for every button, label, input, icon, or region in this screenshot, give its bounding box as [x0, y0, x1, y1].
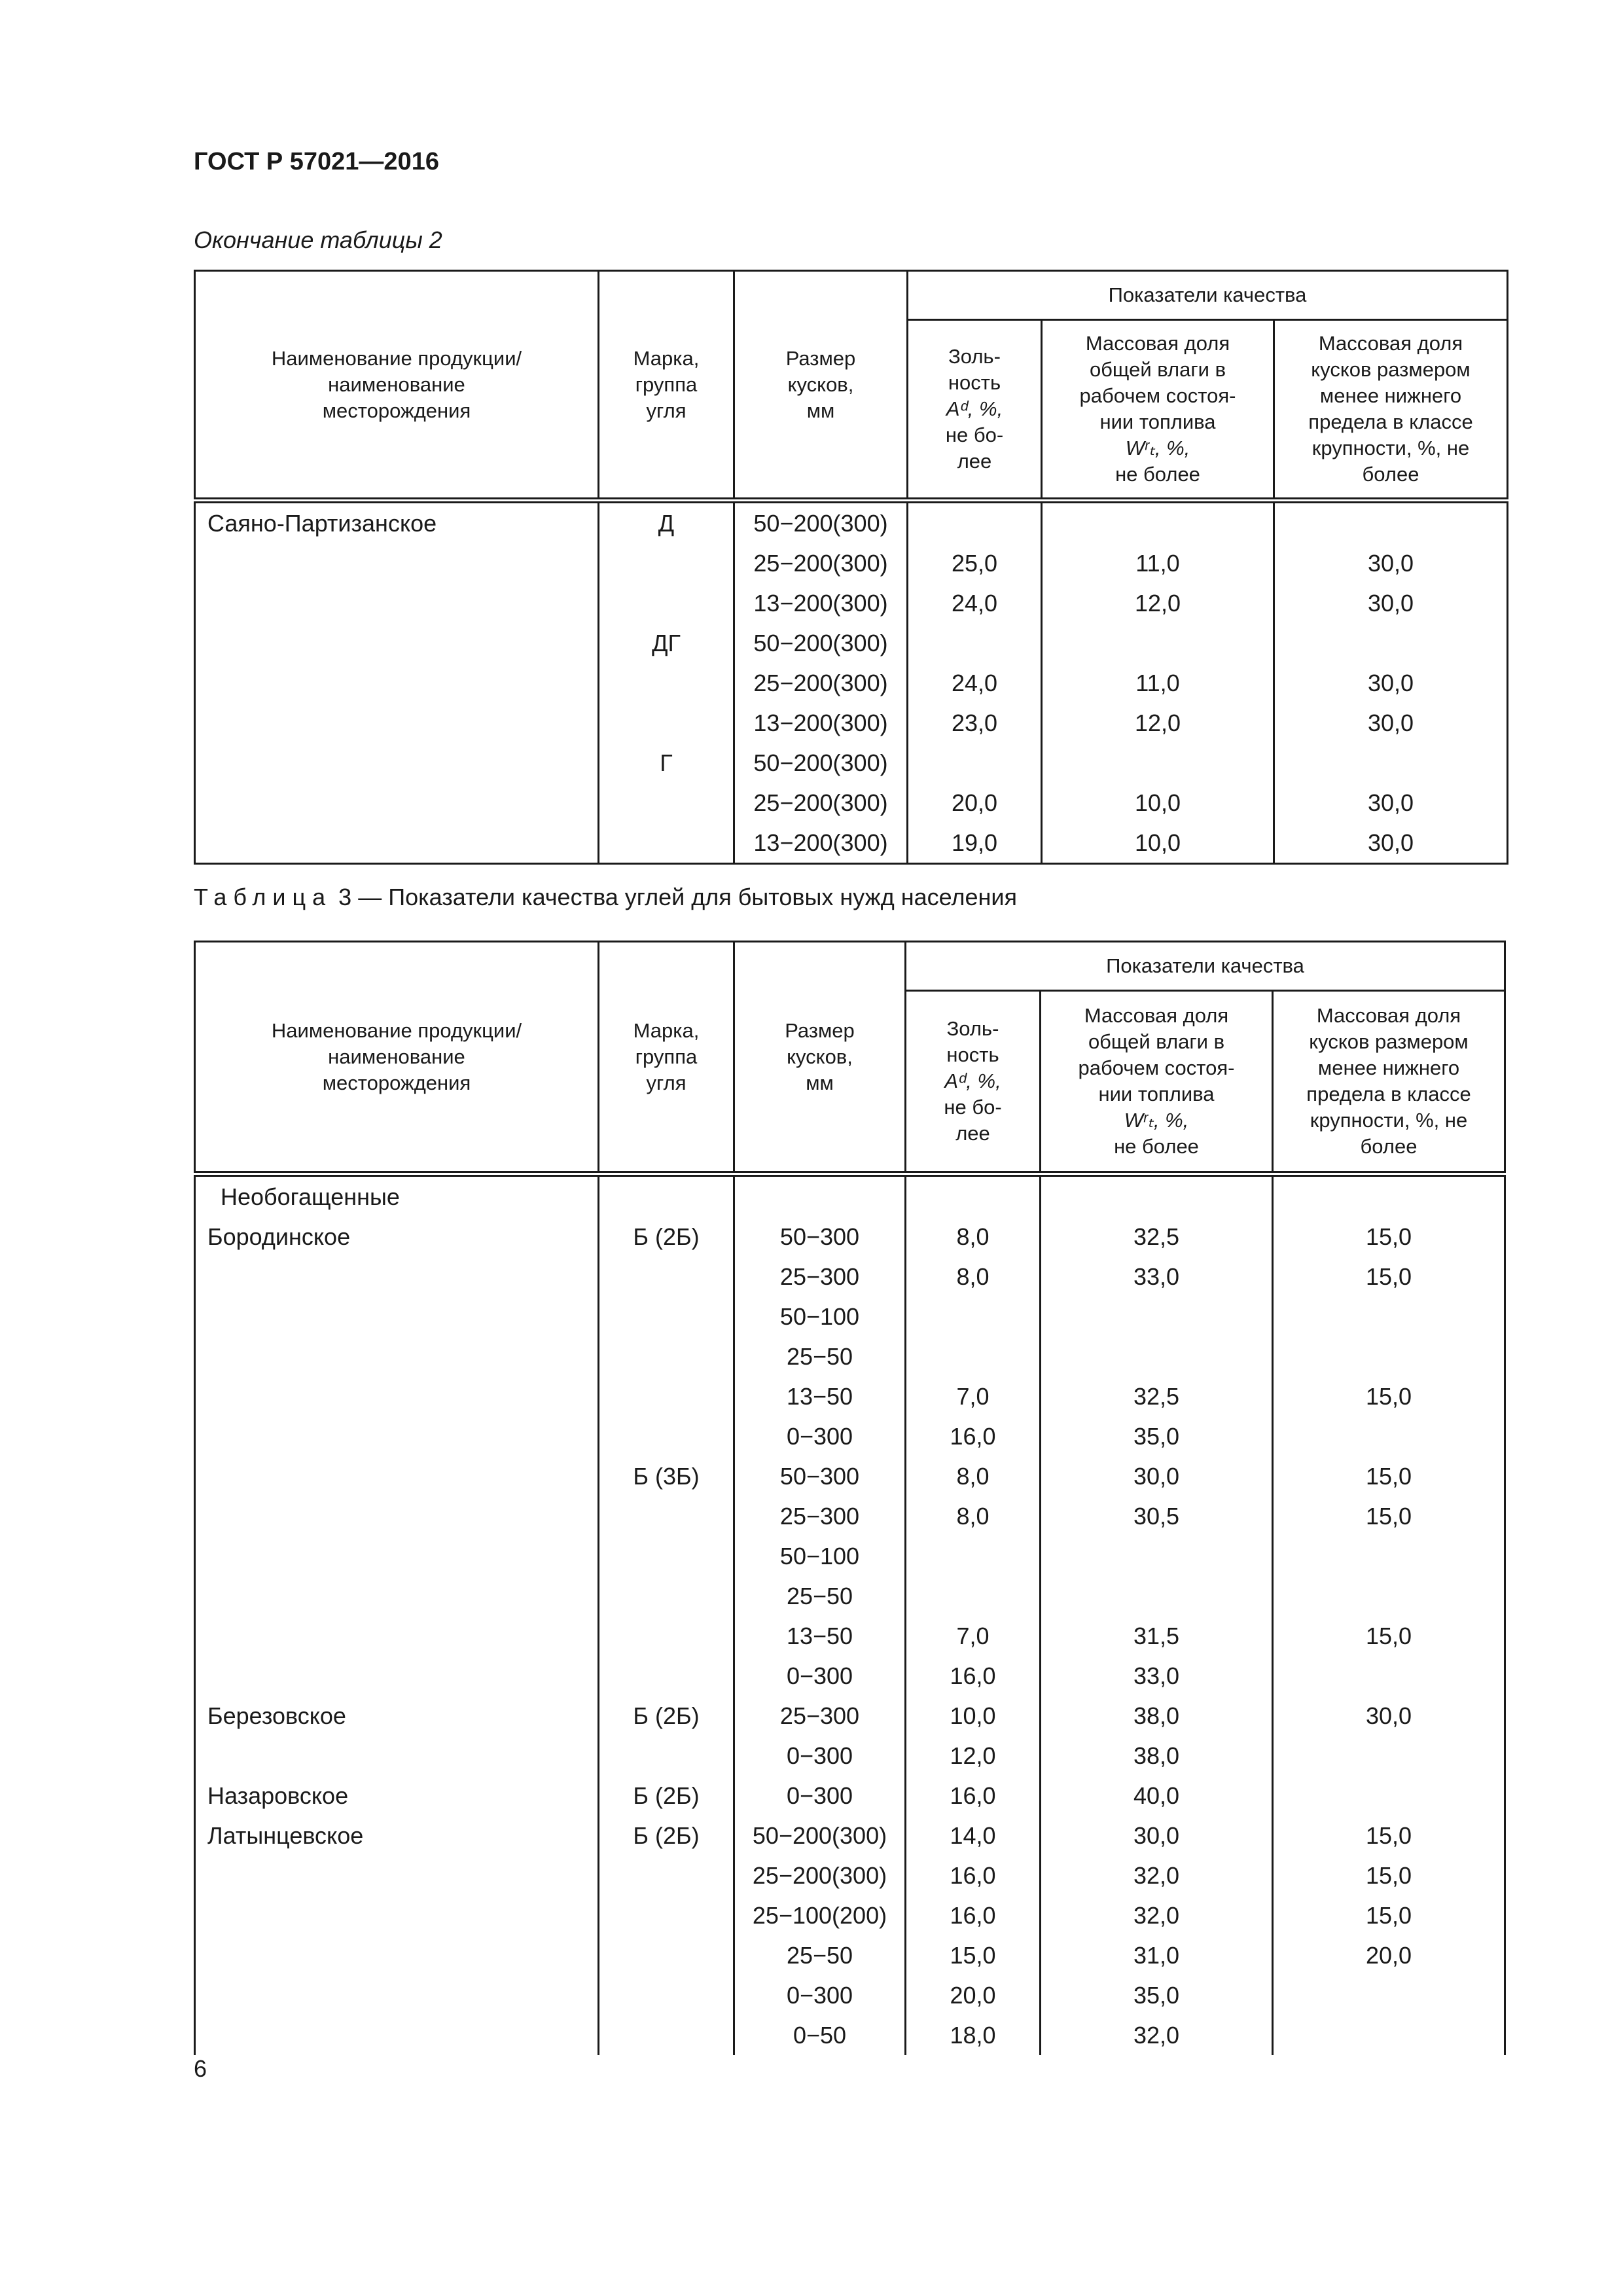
- cell-grade: [599, 1496, 734, 1536]
- cell-fines: [1273, 1336, 1505, 1376]
- cell-product-name: [195, 1376, 599, 1416]
- cell-product-name: [195, 663, 599, 703]
- cell-fines: 15,0: [1273, 1616, 1505, 1656]
- cell-product-name: [195, 1416, 599, 1456]
- cell-product-name: [195, 1856, 599, 1895]
- table-row: [195, 703, 1508, 743]
- cell-fines: 30,0: [1273, 1696, 1505, 1736]
- cell-ash: 15,0: [906, 1935, 1041, 1975]
- cell-moisture: 40,0: [1041, 1776, 1273, 1816]
- cell-grade: [599, 663, 734, 703]
- cell-fines: 20,0: [1273, 1935, 1505, 1975]
- table-row: [195, 783, 1508, 823]
- cell-product-name: [195, 583, 599, 623]
- cell-fines: 15,0: [1273, 1376, 1505, 1416]
- table-row: [195, 1616, 1505, 1656]
- table-row: [195, 1217, 1505, 1257]
- col-header-fines: Массовая доля кусков размером менее нижнего предела в классе крупности, %, не более: [1274, 320, 1508, 501]
- cell-ash: [906, 1576, 1041, 1616]
- cell-ash: 7,0: [906, 1376, 1041, 1416]
- cell-ash: 8,0: [906, 1257, 1041, 1297]
- page-number: 6: [194, 2055, 207, 2082]
- cell-moisture: 38,0: [1041, 1736, 1273, 1776]
- cell-moisture: 31,0: [1041, 1935, 1273, 1975]
- cell-product-name: [195, 1736, 599, 1776]
- cell-product-name: [195, 1935, 599, 1975]
- cell-moisture: [1042, 623, 1274, 663]
- cell-grade: [599, 1336, 734, 1376]
- cell-size: 50−200(300): [734, 501, 908, 544]
- cell-fines: 30,0: [1274, 703, 1508, 743]
- col-header-quality: Показатели качества: [908, 271, 1508, 320]
- cell-ash: 16,0: [906, 1856, 1041, 1895]
- cell-moisture: 35,0: [1041, 1416, 1273, 1456]
- cell-fines: 15,0: [1273, 1217, 1505, 1257]
- cell-fines: 30,0: [1274, 663, 1508, 703]
- cell-fines: [1273, 1656, 1505, 1696]
- cell-size: 25−200(300): [734, 1856, 906, 1895]
- cell-moisture: 35,0: [1041, 1975, 1273, 2015]
- cell-ash: 24,0: [908, 583, 1042, 623]
- cell-size: 25−50: [734, 1935, 906, 1975]
- cell-size: 50−300: [734, 1217, 906, 1257]
- cell-moisture: 30,5: [1041, 1496, 1273, 1536]
- cell-product-name: [195, 823, 599, 864]
- cell-product-name: [195, 783, 599, 823]
- cell-product-name: [195, 1656, 599, 1696]
- col-header-product: Наименование продукции/ наименование месторождения: [195, 942, 599, 1174]
- table-row: [195, 1975, 1505, 2015]
- table-row: [195, 1456, 1505, 1496]
- cell-fines: 15,0: [1273, 1456, 1505, 1496]
- cell-product-name: [195, 1336, 599, 1376]
- table-row: [195, 543, 1508, 583]
- table-3: [194, 941, 1506, 2055]
- cell-product-name: [195, 743, 599, 783]
- cell-size: [734, 1174, 906, 1217]
- col-header-size: Размер кусков, мм: [734, 271, 908, 501]
- cell-grade: [599, 823, 734, 864]
- cell-size: 25−300: [734, 1696, 906, 1736]
- cell-fines: [1274, 743, 1508, 783]
- col-header-moisture: Массовая доля общей влаги в рабочем состоя- нии топлива Wʳₜ, %, не более: [1041, 991, 1273, 1174]
- cell-moisture: 30,0: [1041, 1456, 1273, 1496]
- cell-moisture: 11,0: [1042, 663, 1274, 703]
- cell-fines: 30,0: [1274, 823, 1508, 864]
- cell-moisture: [1041, 1297, 1273, 1336]
- table-continuation-caption: Окончание таблицы 2: [194, 226, 442, 253]
- cell-grade: ДГ: [599, 623, 734, 663]
- cell-size: 50−300: [734, 1456, 906, 1496]
- cell-fines: [1273, 1297, 1505, 1336]
- table-row: [195, 583, 1508, 623]
- cell-ash: 14,0: [906, 1816, 1041, 1856]
- cell-product-name: [195, 1496, 599, 1536]
- cell-size: 50−200(300): [734, 743, 908, 783]
- table-2-body: [195, 501, 1508, 864]
- cell-ash: [906, 1174, 1041, 1217]
- cell-size: 0−300: [734, 1975, 906, 2015]
- cell-ash: 8,0: [906, 1496, 1041, 1536]
- cell-grade: Б (2Б): [599, 1816, 734, 1856]
- cell-moisture: 38,0: [1041, 1696, 1273, 1736]
- cell-fines: 15,0: [1273, 1257, 1505, 1297]
- cell-fines: 15,0: [1273, 1856, 1505, 1895]
- table-row: [195, 1856, 1505, 1895]
- cell-moisture: 30,0: [1041, 1816, 1273, 1856]
- cell-size: 13−50: [734, 1616, 906, 1656]
- cell-product-name: [195, 1297, 599, 1336]
- cell-product-name: [195, 1616, 599, 1656]
- cell-fines: 30,0: [1274, 783, 1508, 823]
- table-row: [195, 1696, 1505, 1736]
- cell-moisture: [1041, 1174, 1273, 1217]
- cell-ash: [906, 1297, 1041, 1336]
- cell-ash: 24,0: [908, 663, 1042, 703]
- table-row: [195, 1416, 1505, 1456]
- table-row: [195, 1776, 1505, 1816]
- table-row: [195, 1816, 1505, 1856]
- cell-ash: 23,0: [908, 703, 1042, 743]
- cell-moisture: [1041, 1576, 1273, 1616]
- cell-product-name: [195, 703, 599, 743]
- cell-ash: 16,0: [906, 1776, 1041, 1816]
- standard-designation: ГОСТ Р 57021—2016: [194, 148, 439, 175]
- cell-ash: 8,0: [906, 1456, 1041, 1496]
- table-3-caption-label: Таблица: [194, 884, 332, 910]
- cell-size: 13−200(300): [734, 823, 908, 864]
- col-header-grade: Марка, группа угля: [599, 271, 734, 501]
- cell-size: 50−100: [734, 1297, 906, 1336]
- cell-ash: 10,0: [906, 1696, 1041, 1736]
- cell-grade: [599, 1935, 734, 1975]
- table-3-caption-text: — Показатели качества углей для бытовых нужд населения: [351, 884, 1018, 910]
- cell-moisture: [1041, 1336, 1273, 1376]
- col-header-moisture: Массовая доля общей влаги в рабочем состоя- нии топлива Wʳₜ, %, не более: [1042, 320, 1274, 501]
- cell-fines: [1273, 1776, 1505, 1816]
- cell-size: 0−300: [734, 1416, 906, 1456]
- table-row: [195, 1736, 1505, 1776]
- cell-fines: [1273, 1416, 1505, 1456]
- table-row: [195, 1297, 1505, 1336]
- table-row: [195, 1576, 1505, 1616]
- cell-moisture: 12,0: [1042, 703, 1274, 743]
- cell-product-name: [195, 1576, 599, 1616]
- cell-ash: 16,0: [906, 1656, 1041, 1696]
- cell-moisture: 10,0: [1042, 783, 1274, 823]
- cell-moisture: 11,0: [1042, 543, 1274, 583]
- col-header-ash: Золь- ность Aᵈ, %, не бо- лее: [906, 991, 1041, 1174]
- table-row: [195, 1656, 1505, 1696]
- cell-grade: [599, 1376, 734, 1416]
- cell-ash: 16,0: [906, 1416, 1041, 1456]
- cell-size: 25−300: [734, 1257, 906, 1297]
- cell-moisture: 33,0: [1041, 1656, 1273, 1696]
- table-row: [195, 1336, 1505, 1376]
- table-row: [195, 623, 1508, 663]
- table-row: [195, 1536, 1505, 1576]
- cell-grade: [599, 1536, 734, 1576]
- cell-grade: [599, 703, 734, 743]
- cell-moisture: 12,0: [1042, 583, 1274, 623]
- col-header-quality: Показатели качества: [906, 942, 1505, 991]
- cell-moisture: 31,5: [1041, 1616, 1273, 1656]
- cell-product-name: [195, 1895, 599, 1935]
- table-2-continuation: [194, 270, 1508, 865]
- cell-moisture: [1042, 743, 1274, 783]
- cell-grade: [599, 1174, 734, 1217]
- table-row: [195, 823, 1508, 864]
- cell-grade: [599, 1856, 734, 1895]
- col-header-size: Размер кусков, мм: [734, 942, 906, 1174]
- cell-size: 0−50: [734, 2015, 906, 2055]
- cell-fines: 30,0: [1274, 583, 1508, 623]
- table-row: [195, 1496, 1505, 1536]
- cell-fines: [1273, 1736, 1505, 1776]
- cell-ash: [908, 501, 1042, 544]
- cell-grade: Б (3Б): [599, 1456, 734, 1496]
- cell-size: 13−200(300): [734, 583, 908, 623]
- cell-size: 25−200(300): [734, 783, 908, 823]
- table-3-body: [195, 1174, 1505, 2056]
- cell-grade: [599, 583, 734, 623]
- cell-size: 25−200(300): [734, 663, 908, 703]
- cell-size: 0−300: [734, 1776, 906, 1816]
- cell-fines: [1273, 1536, 1505, 1576]
- col-header-grade: Марка, группа угля: [599, 942, 734, 1174]
- cell-moisture: 33,0: [1041, 1257, 1273, 1297]
- cell-product-name: [195, 1456, 599, 1496]
- table-row: [195, 663, 1508, 703]
- cell-product-name: Березовское: [195, 1696, 599, 1736]
- cell-grade: [599, 2015, 734, 2055]
- cell-size: 0−300: [734, 1656, 906, 1696]
- cell-moisture: 32,0: [1041, 2015, 1273, 2055]
- cell-fines: 15,0: [1273, 1895, 1505, 1935]
- table-3-caption-number: 3: [338, 884, 352, 910]
- cell-fines: [1273, 1174, 1505, 1217]
- cell-size: 50−200(300): [734, 1816, 906, 1856]
- cell-moisture: 32,0: [1041, 1895, 1273, 1935]
- cell-grade: Д: [599, 501, 734, 544]
- cell-fines: [1274, 623, 1508, 663]
- cell-grade: [599, 1736, 734, 1776]
- cell-product-name: Латынцевское: [195, 1816, 599, 1856]
- cell-grade: [599, 1975, 734, 2015]
- cell-ash: 8,0: [906, 1217, 1041, 1257]
- cell-ash: 7,0: [906, 1616, 1041, 1656]
- cell-grade: Г: [599, 743, 734, 783]
- table-row: [195, 1174, 1505, 1217]
- cell-size: 50−100: [734, 1536, 906, 1576]
- cell-size: 25−50: [734, 1336, 906, 1376]
- cell-grade: Б (2Б): [599, 1217, 734, 1257]
- cell-grade: [599, 783, 734, 823]
- col-header-product: Наименование продукции/ наименование месторождения: [195, 271, 599, 501]
- cell-moisture: 32,5: [1041, 1217, 1273, 1257]
- cell-grade: [599, 1576, 734, 1616]
- cell-size: 25−50: [734, 1576, 906, 1616]
- col-header-fines: Массовая доля кусков размером менее нижнего предела в классе крупности, %, не более: [1273, 991, 1505, 1174]
- cell-grade: Б (2Б): [599, 1696, 734, 1736]
- cell-moisture: [1041, 1536, 1273, 1576]
- cell-ash: 20,0: [908, 783, 1042, 823]
- cell-product-name: Саяно-Партизанское: [195, 501, 599, 544]
- table-row: [195, 501, 1508, 544]
- cell-fines: 15,0: [1273, 1816, 1505, 1856]
- cell-ash: [908, 623, 1042, 663]
- cell-grade: [599, 1257, 734, 1297]
- cell-size: 25−200(300): [734, 543, 908, 583]
- cell-grade: [599, 1656, 734, 1696]
- cell-ash: 12,0: [906, 1736, 1041, 1776]
- cell-ash: [906, 1336, 1041, 1376]
- cell-grade: [599, 1616, 734, 1656]
- cell-fines: 30,0: [1274, 543, 1508, 583]
- table-row: [195, 1257, 1505, 1297]
- table-row: [195, 1895, 1505, 1935]
- cell-ash: 19,0: [908, 823, 1042, 864]
- cell-grade: [599, 1895, 734, 1935]
- table-row: [195, 1376, 1505, 1416]
- cell-ash: 25,0: [908, 543, 1042, 583]
- cell-grade: [599, 543, 734, 583]
- cell-product-name: [195, 1975, 599, 2015]
- cell-size: 25−300: [734, 1496, 906, 1536]
- cell-grade: Б (2Б): [599, 1776, 734, 1816]
- cell-fines: [1273, 1975, 1505, 2015]
- cell-size: 13−50: [734, 1376, 906, 1416]
- table-3-caption: [194, 884, 1017, 911]
- cell-moisture: [1042, 501, 1274, 544]
- cell-fines: [1274, 501, 1508, 544]
- cell-moisture: 32,5: [1041, 1376, 1273, 1416]
- cell-fines: 15,0: [1273, 1496, 1505, 1536]
- cell-grade: [599, 1297, 734, 1336]
- cell-moisture: 10,0: [1042, 823, 1274, 864]
- cell-product-name: [195, 1257, 599, 1297]
- cell-size: 50−200(300): [734, 623, 908, 663]
- cell-product-name: Бородинское: [195, 1217, 599, 1257]
- col-header-ash: Золь- ность Aᵈ, %, не бо- лее: [908, 320, 1042, 501]
- cell-product-name: Назаровское: [195, 1776, 599, 1816]
- cell-fines: [1273, 1576, 1505, 1616]
- cell-moisture: 32,0: [1041, 1856, 1273, 1895]
- table-row: [195, 2015, 1505, 2055]
- cell-grade: [599, 1416, 734, 1456]
- cell-ash: 16,0: [906, 1895, 1041, 1935]
- cell-ash: 18,0: [906, 2015, 1041, 2055]
- cell-product-name: [195, 2015, 599, 2055]
- cell-size: 0−300: [734, 1736, 906, 1776]
- cell-ash: [908, 743, 1042, 783]
- table-row: [195, 743, 1508, 783]
- cell-product-name: [195, 623, 599, 663]
- cell-product-name: Необогащенные: [195, 1174, 599, 1217]
- cell-ash: [906, 1536, 1041, 1576]
- cell-product-name: [195, 1536, 599, 1576]
- cell-fines: [1273, 2015, 1505, 2055]
- table-row: [195, 1935, 1505, 1975]
- cell-product-name: [195, 543, 599, 583]
- cell-ash: 20,0: [906, 1975, 1041, 2015]
- cell-size: 25−100(200): [734, 1895, 906, 1935]
- cell-size: 13−200(300): [734, 703, 908, 743]
